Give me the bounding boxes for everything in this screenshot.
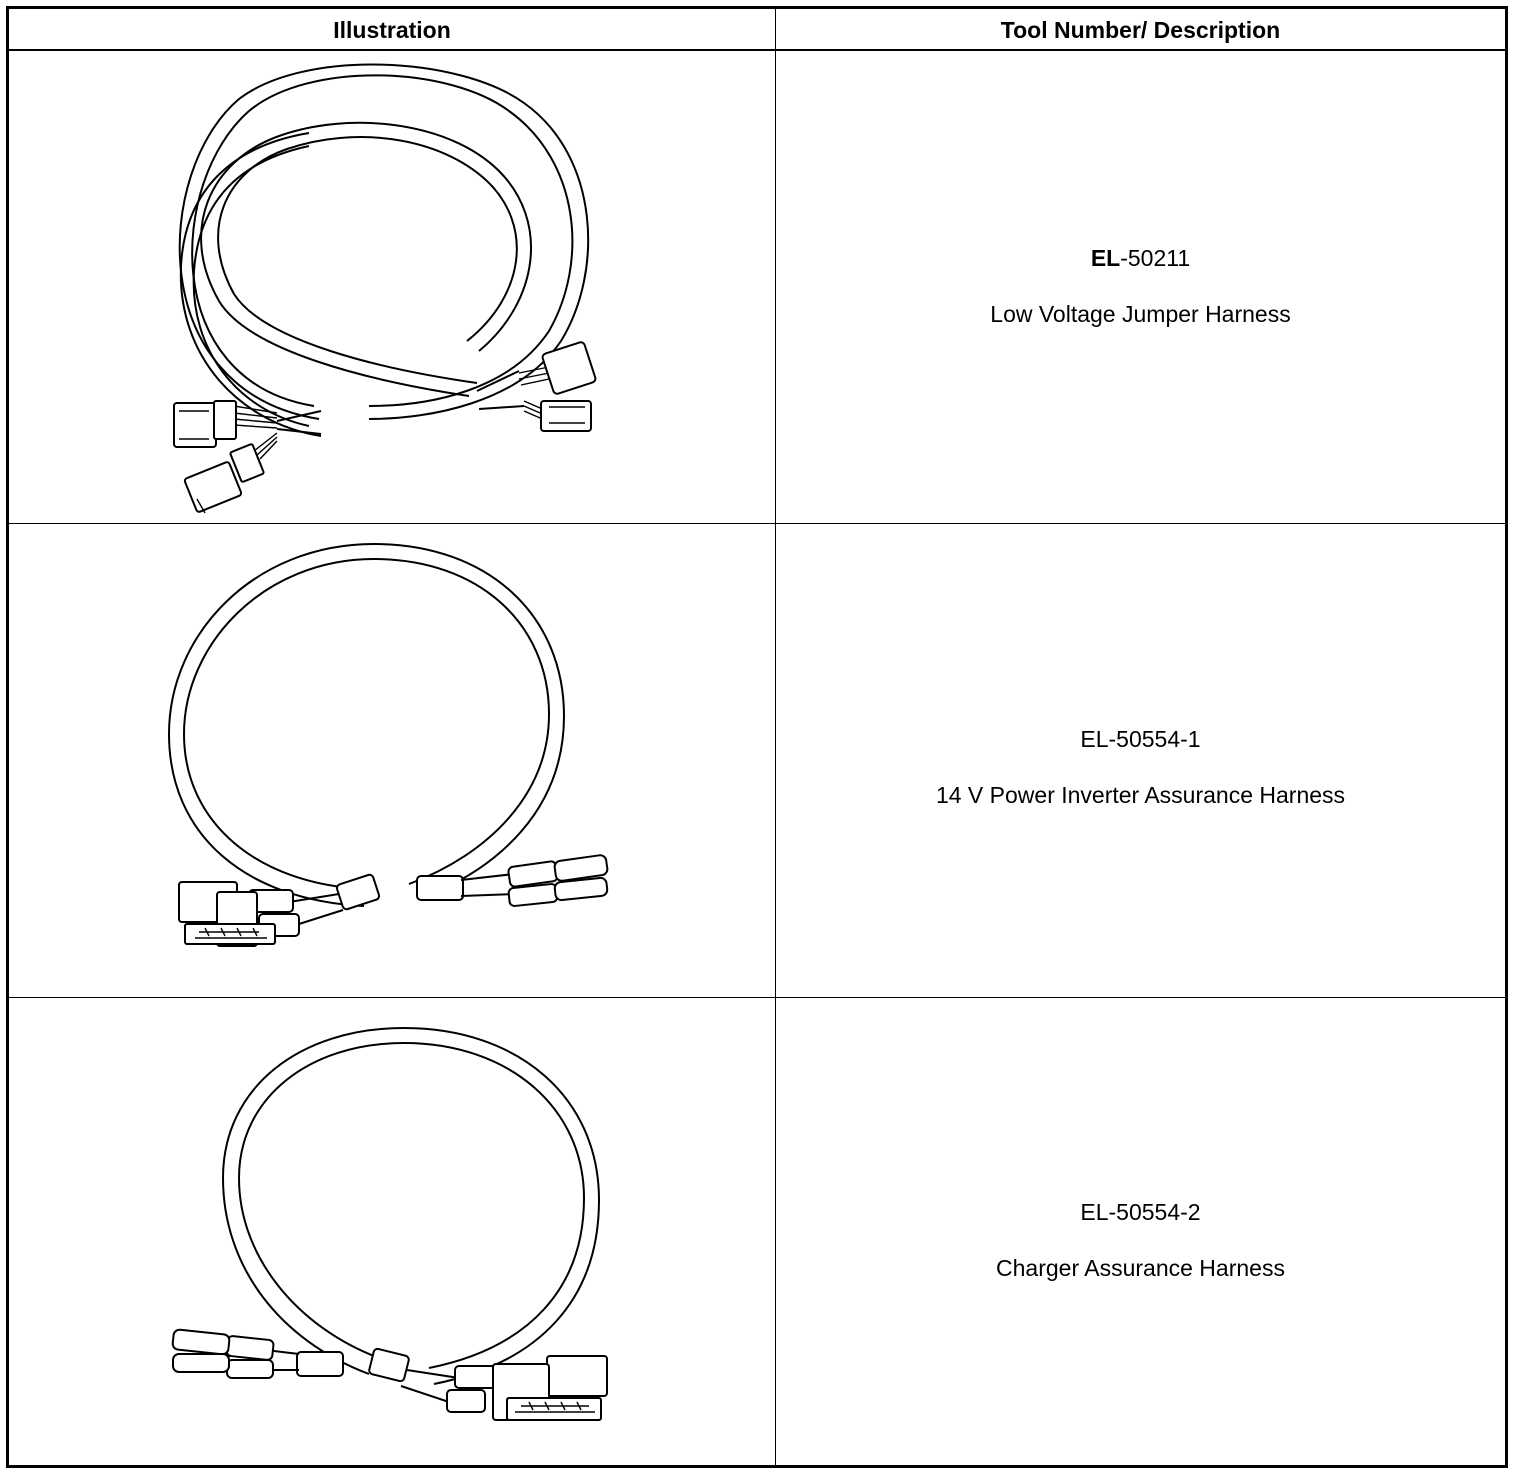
tool-number-suffix: -50211	[1120, 245, 1191, 271]
table-row	[9, 51, 1505, 524]
tool-description-cell	[776, 524, 1505, 997]
illustration-cell	[9, 51, 775, 523]
table-row	[9, 524, 1505, 998]
table-row	[9, 998, 1505, 1465]
tool-description-cell	[776, 998, 1505, 1465]
inverter-harness-icon	[9, 524, 775, 998]
tool-number: EL-50554-1	[1080, 726, 1201, 752]
tool-description: 14 V Power Inverter Assurance Harness	[935, 782, 1346, 808]
tool-description: Low Voltage Jumper Harness	[990, 301, 1291, 327]
table-header	[9, 9, 1505, 51]
tool-number	[776, 245, 1505, 272]
header-tool-description: Tool Number/ Description	[1000, 17, 1281, 43]
charger-harness-icon	[9, 998, 775, 1465]
tool-description: Charger Assurance Harness	[996, 1255, 1285, 1281]
tool-description-cell	[776, 51, 1505, 523]
illustration-cell	[9, 998, 775, 1465]
tool-number-prefix: EL	[1090, 245, 1121, 271]
tool-number: EL-50554-2	[1080, 1199, 1201, 1225]
jumper-harness-icon	[9, 51, 775, 524]
header-illustration: Illustration	[333, 17, 451, 43]
tool-table	[6, 6, 1508, 1468]
illustration-cell	[9, 524, 775, 997]
